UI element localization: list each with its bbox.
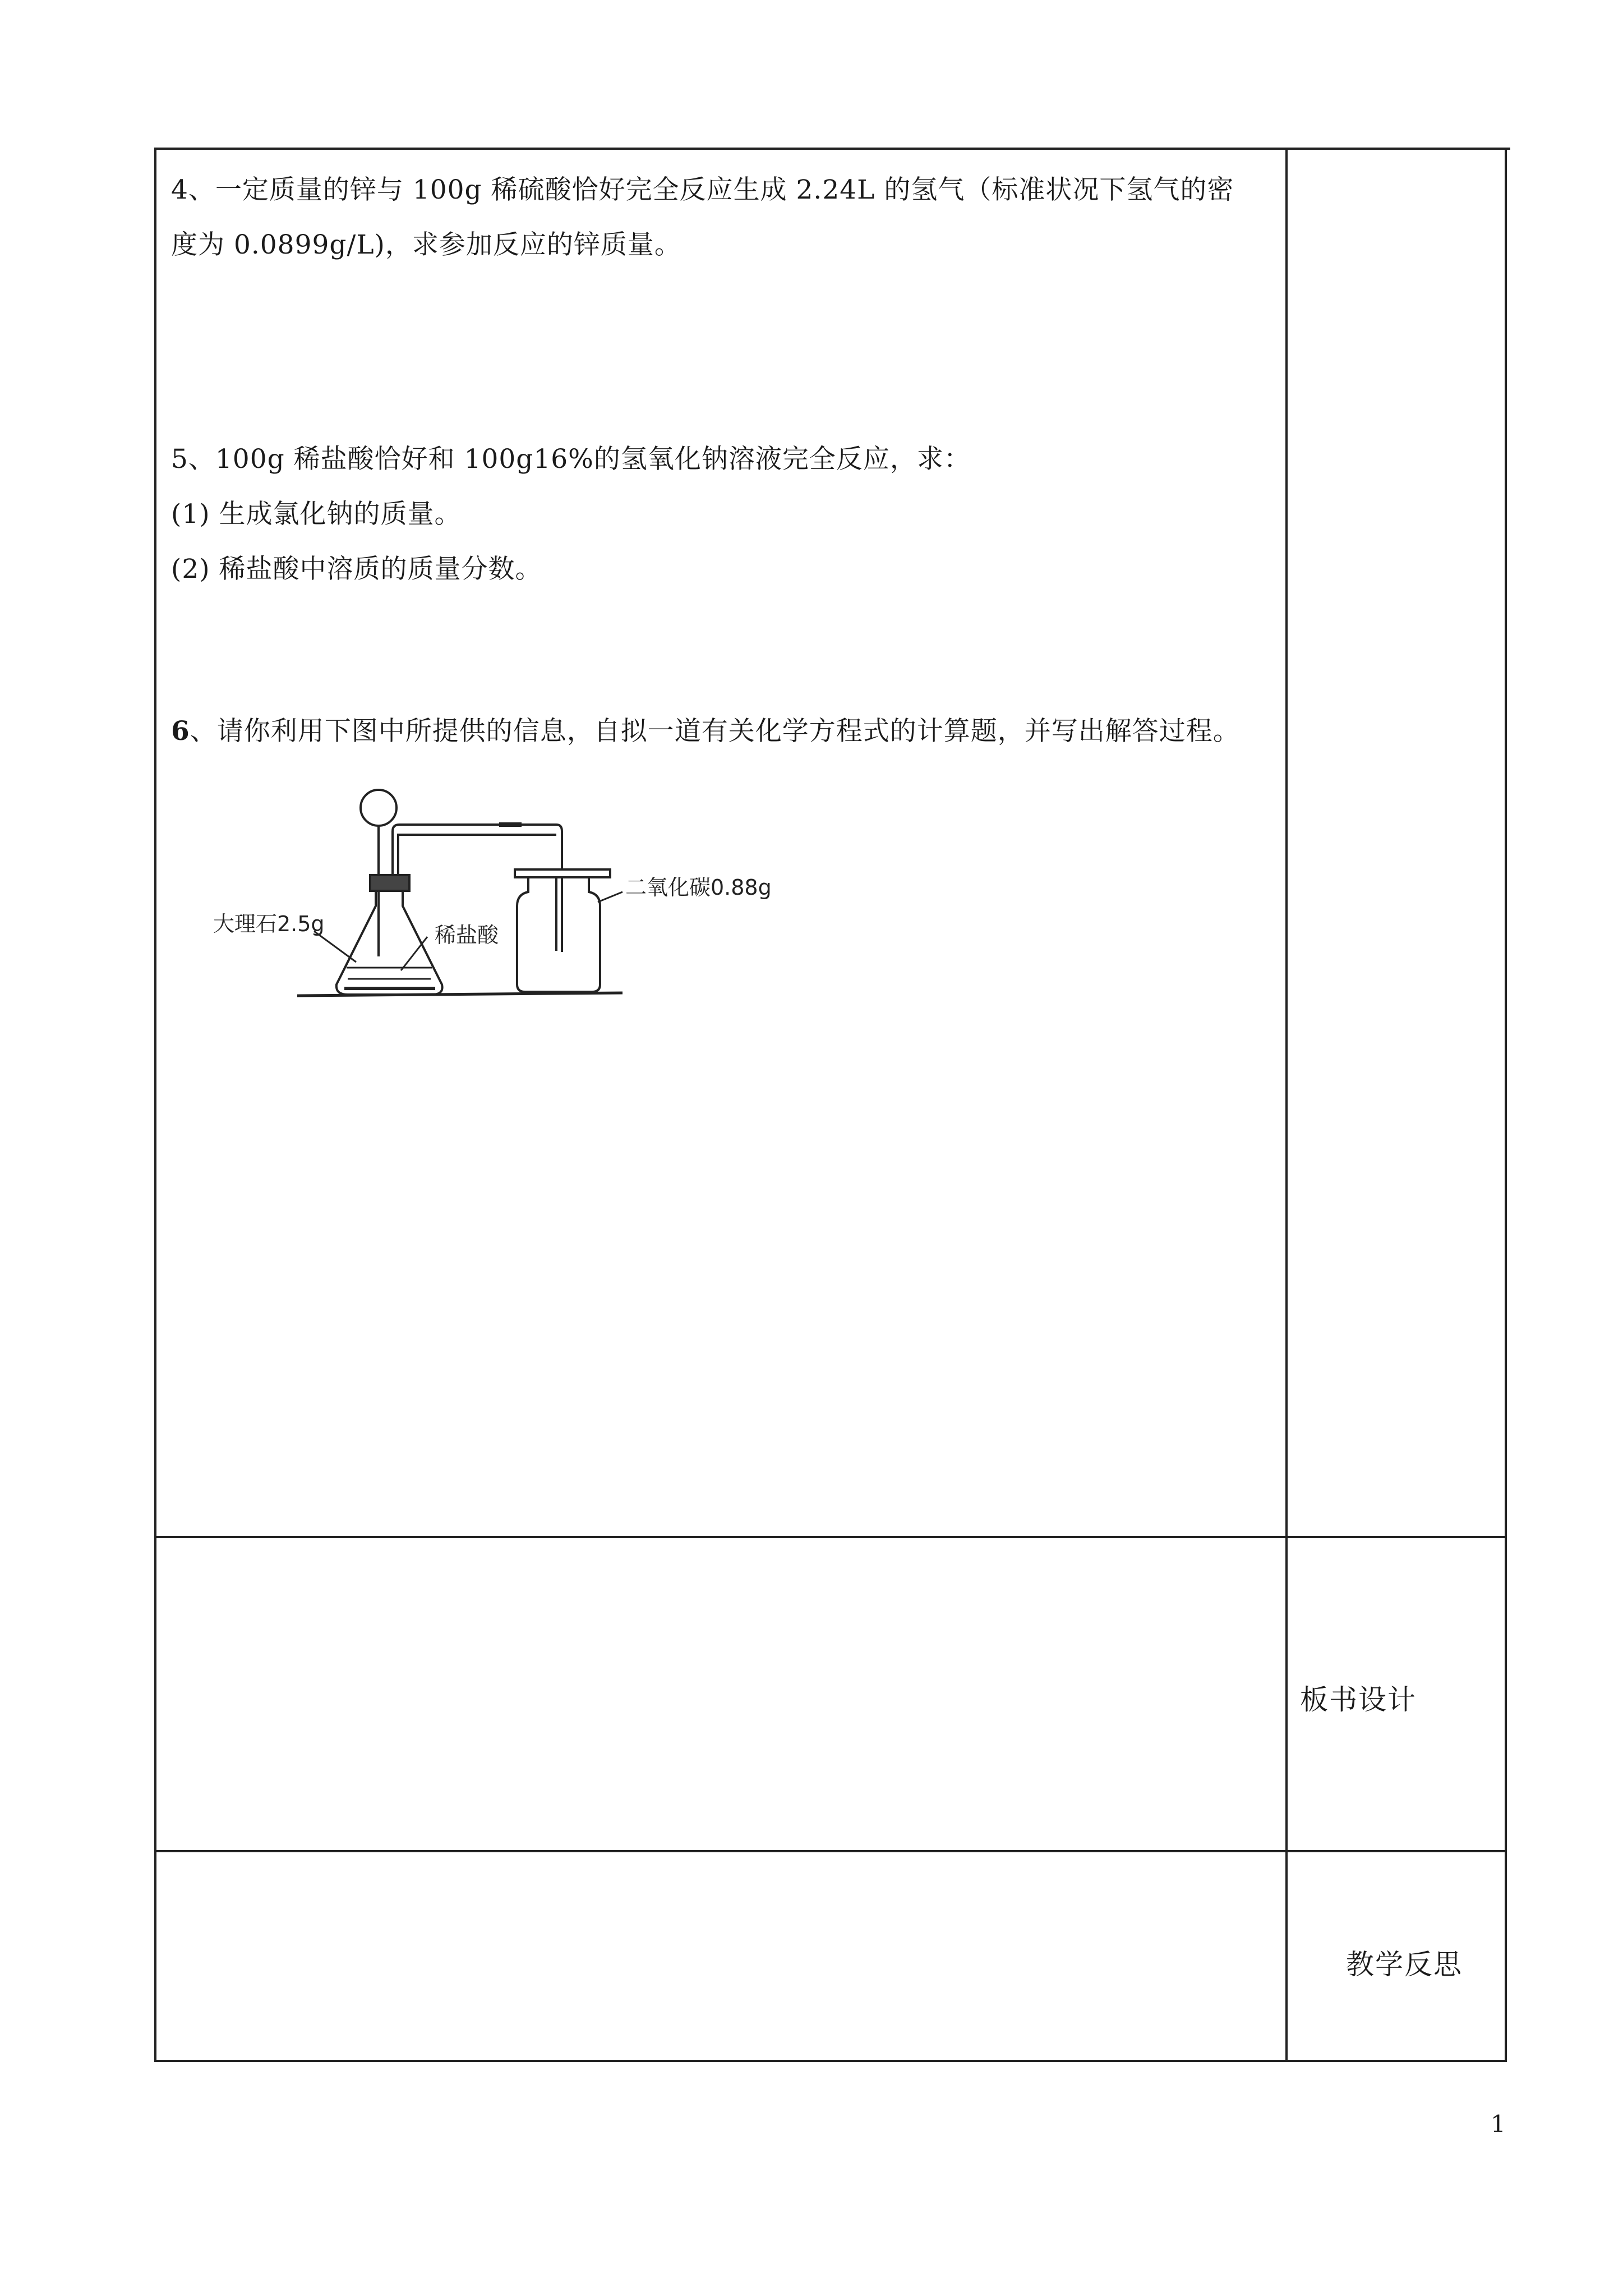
question-6-body: 、请你利用下图中所提供的信息，自拟一道有关化学方程式的计算题，并写出解答过程。 [190,716,1240,747]
question-6 [171,704,1270,759]
bottle-lid [515,869,610,877]
gas-collection-bottle [517,878,600,992]
question-4-line-1: 4、一定质量的锌与 100g 稀硫酸恰好完全反应生成 2.24L 的氢气（标准状况下氢气的密 [171,174,1234,205]
co2-pointer [598,892,623,902]
acid-pointer [401,937,427,970]
marble-label: 大理石2.5g [213,912,325,936]
acid-label: 稀盐酸 [435,923,499,947]
row-divider-2 [154,1850,1506,1852]
question-4-line-2: 度为 0.0899g/L)，求参加反应的锌质量。 [171,229,681,260]
teaching-reflection-label: 教学反思 [1346,1948,1463,1981]
table-left-border [154,148,156,2062]
co2-apparatus-figure [208,769,796,1010]
row-divider-1 [154,1536,1506,1538]
table-top-border [154,148,1510,150]
question-4 [171,163,1270,273]
table-bottom-border [154,2060,1506,2062]
column-divider [1285,148,1288,2062]
page-number: 1 [1491,2110,1506,2138]
question-5-sub-1: (1) 生成氯化钠的质量。 [171,499,462,530]
funnel-bulb [361,790,396,826]
table-right-border [1505,148,1507,2062]
question-6-number: 6 [171,716,190,747]
co2-label: 二氧化碳0.88g [625,875,772,900]
flask-stopper [370,875,409,891]
question-5-sub-2: (2) 稀盐酸中溶质的质量分数。 [171,554,542,585]
question-5 [171,432,1270,597]
question-5-line-1: 5、100g 稀盐酸恰好和 100g16%的氢氧化钠溶液完全反应，求： [171,444,971,475]
question-6-text [171,704,1270,759]
board-design-label: 板书设计 [1300,1683,1417,1716]
